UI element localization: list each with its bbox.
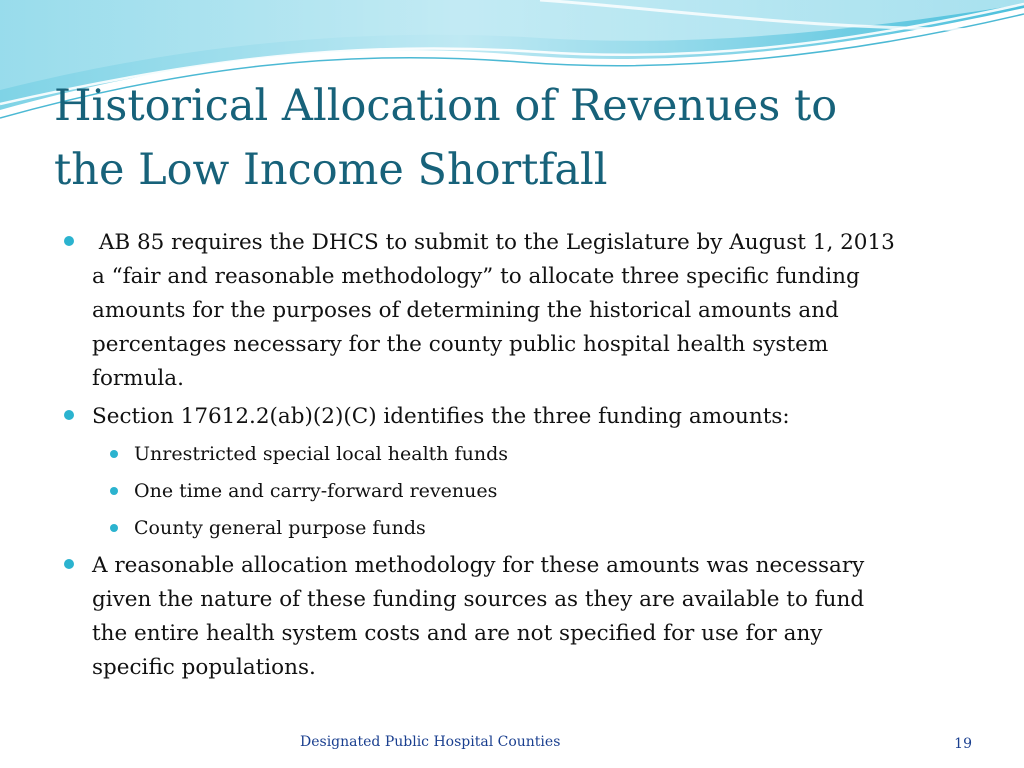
bullet-dot-icon	[64, 410, 74, 420]
slide-footer: Designated Public Hospital Counties	[300, 734, 561, 750]
bullet-text-line: A reasonable allocation methodology for these amounts was necessary	[92, 553, 865, 578]
bullet-text-line: a “fair and reasonable methodology” to allocate three specific funding	[92, 264, 860, 289]
sub-bullet-item	[62, 438, 982, 470]
bullet-text-line: AB 85 requires the DHCS to submit to the Legislature by August 1, 2013	[92, 230, 895, 255]
bullet-text-line: percentages necessary for the county public hospital health system	[92, 332, 829, 357]
sub-bullet-item	[62, 512, 982, 544]
sub-bullet-text: One time and carry-forward revenues	[134, 480, 498, 502]
bullet-dot-icon	[64, 236, 74, 246]
bullet-item	[62, 549, 982, 685]
bullet-text-line: specific populations.	[92, 655, 316, 680]
bullet-item	[62, 400, 982, 434]
bullet-text-line: given the nature of these funding sources as they are available to fund	[92, 587, 865, 612]
sub-bullet-item	[62, 475, 982, 507]
bullet-dot-icon	[110, 524, 118, 532]
slide-title-line: Historical Allocation of Revenues to	[54, 81, 838, 131]
sub-bullet-text: Unrestricted special local health funds	[134, 443, 508, 465]
bullet-text-line: amounts for the purposes of determining the historical amounts and	[92, 298, 839, 323]
bullet-dot-icon	[110, 487, 118, 495]
bullet-dot-icon	[64, 559, 74, 569]
slide-title	[54, 74, 984, 202]
bullet-item	[62, 226, 982, 396]
bullet-text-line: Section 17612.2(ab)(2)(C) identifies the three funding amounts:	[92, 404, 790, 429]
bullet-dot-icon	[110, 450, 118, 458]
page-number: 19	[954, 736, 972, 752]
sub-bullet-text: County general purpose funds	[134, 517, 426, 539]
bullet-text-line: the entire health system costs and are not specified for use for any	[92, 621, 823, 646]
slide-title-line: the Low Income Shortfall	[54, 145, 608, 195]
bullet-text-line: formula.	[92, 366, 184, 391]
bullet-list	[62, 226, 982, 689]
